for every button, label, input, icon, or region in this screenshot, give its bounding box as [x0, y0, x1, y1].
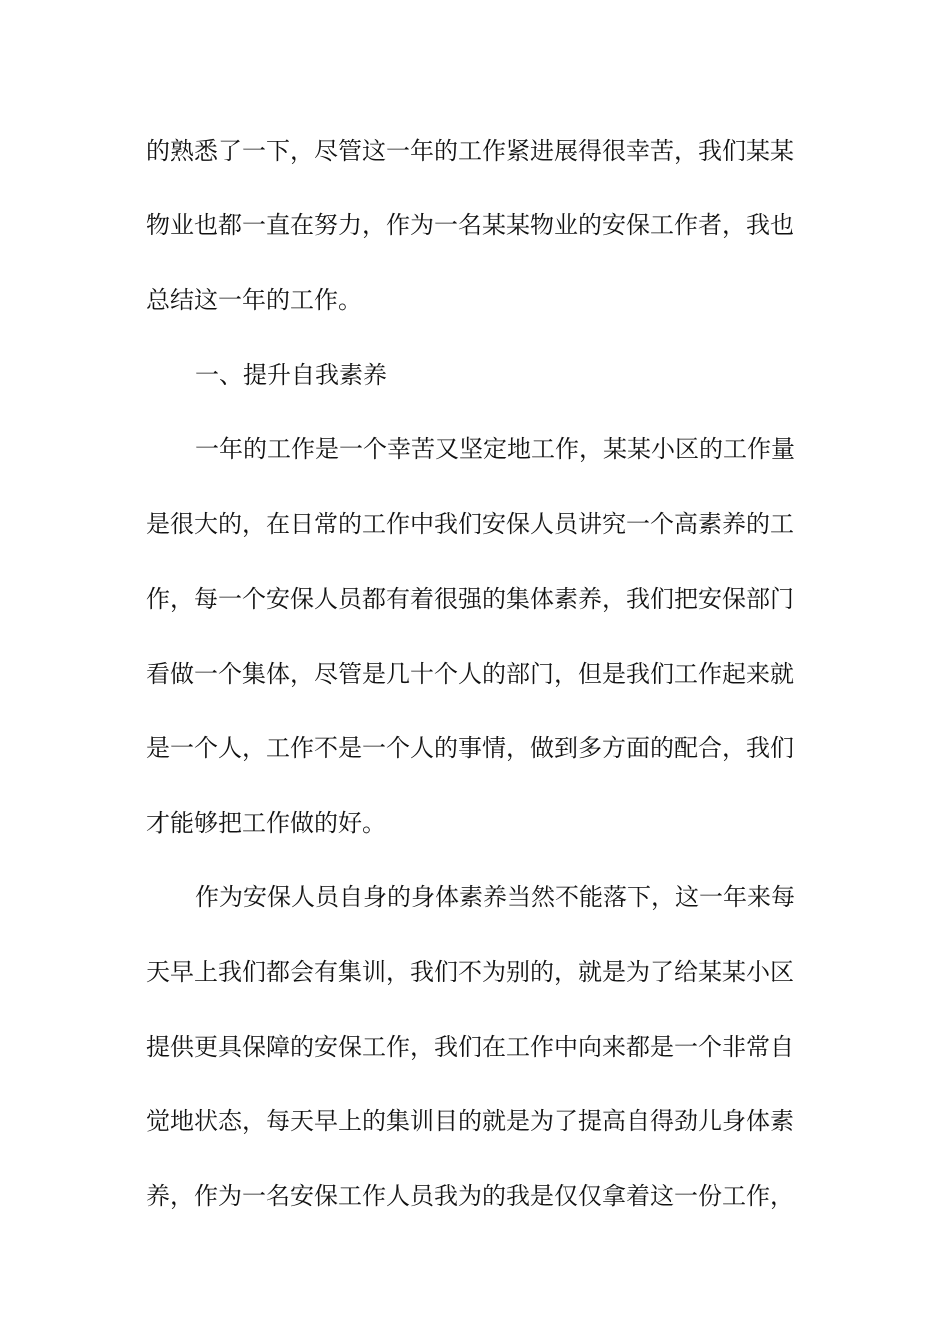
text-line-6: 是很大的，在日常的工作中我们安保人员讲究一个高素养的工	[146, 510, 794, 538]
text-line-14: 觉地状态，每天早上的集训目的就是为了提高自得劲儿身体素	[146, 1107, 794, 1135]
text-line-1: 的熟悉了一下，尽管这一年的工作紧进展得很幸苦，我们某某	[146, 137, 794, 165]
text-line-13: 提供更具保障的安保工作，我们在工作中向来都是一个非常自	[146, 1033, 794, 1061]
text-line-2: 物业也都一直在努力，作为一名某某物业的安保工作者，我也	[146, 211, 794, 239]
text-line-9: 是一个人，工作不是一个人的事情，做到多方面的配合，我们	[146, 734, 794, 762]
text-line-12: 天早上我们都会有集训，我们不为别的，就是为了给某某小区	[146, 958, 794, 986]
section-heading: 一、提升自我素养	[195, 361, 387, 389]
text-line-7: 作，每一个安保人员都有着很强的集体素养，我们把安保部门	[146, 585, 794, 613]
text-line-3: 总结这一年的工作。	[146, 286, 362, 314]
text-line-8: 看做一个集体，尽管是几十个人的部门，但是我们工作起来就	[146, 660, 794, 688]
text-line-5: 一年的工作是一个幸苦又坚定地工作，某某小区的工作量	[195, 435, 795, 463]
text-line-15: 养，作为一名安保工作人员我为的我是仅仅拿着这一份工作，	[146, 1182, 794, 1210]
text-line-10: 才能够把工作做的好。	[146, 809, 386, 837]
text-line-11: 作为安保人员自身的身体素养当然不能落下，这一年来每	[195, 883, 795, 911]
